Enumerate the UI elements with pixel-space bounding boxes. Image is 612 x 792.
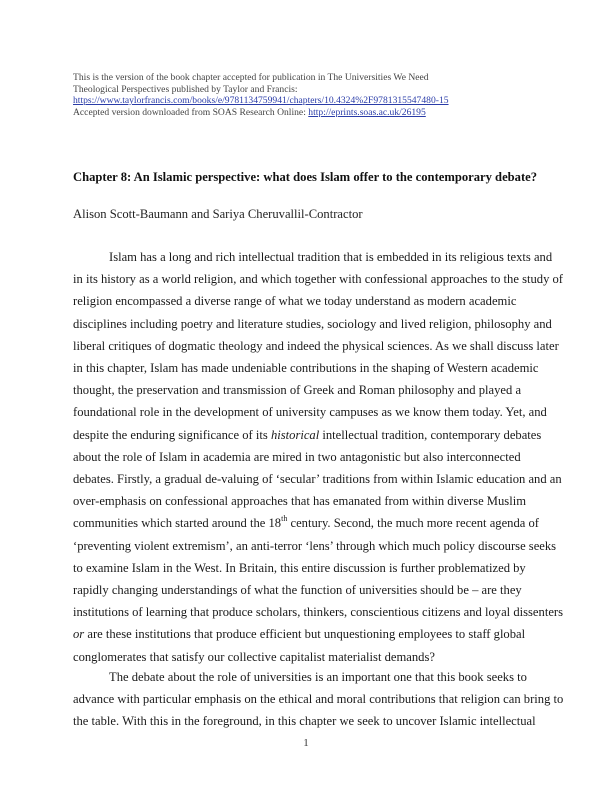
text-line bbox=[73, 424, 542, 446]
text-line: debates. Firstly, a gradual de-valuing of ‘secular’ traditions from within Islamic education and an bbox=[73, 472, 562, 487]
cover-note-text: Accepted version downloaded from SOAS Research Online: bbox=[73, 106, 309, 118]
text-line: in this chapter, Islam has made undeniable contributions in the shaping of Western academic bbox=[73, 361, 539, 376]
eprints-link[interactable]: http://eprints.soas.ac.uk/26195 bbox=[308, 106, 426, 118]
text-line bbox=[73, 512, 539, 534]
page-number: 1 bbox=[303, 737, 309, 749]
text-line: thought, the preservation and transmission of Greek and Roman philosophy and played a bbox=[73, 383, 522, 398]
text-line: The debate about the role of universities is an important one that this book seeks to bbox=[109, 670, 527, 684]
text-line: to examine Islam in the West. In Britain, this entire discussion is further problematized by bbox=[73, 560, 526, 575]
text-span: despite the enduring significance of its bbox=[73, 427, 271, 442]
text-line: over-emphasis on confessional approaches that has emanated from within diverse Muslim bbox=[73, 494, 526, 509]
paragraph bbox=[73, 246, 564, 668]
text-line: disciplines including poetry and literature studies, sociology and lived religion, philosophy and bbox=[73, 316, 552, 331]
authors: Alison Scott-Baumann and Sariya Cheruvallil-Contractor bbox=[73, 207, 363, 221]
text-line: religion encompassed a diverse range of what we today understand as modern academic bbox=[73, 294, 517, 309]
text-line: ‘preventing violent extremism’, an anti-terror ‘lens’ through which much policy discourse seeks bbox=[73, 538, 557, 553]
text-line: conglomerates that satisfy our collective capitalist materialist demands? bbox=[73, 649, 435, 664]
text-line: foundational role in the development of university campuses as we know them today. Yet, and bbox=[73, 405, 547, 420]
text-span: communities which started around the 18 bbox=[73, 516, 282, 531]
text-line: the table. With this in the foreground, in this chapter we seek to uncover Islamic intellectual bbox=[73, 714, 536, 729]
text-line: in its history as a world religion, and which together with confessional approaches to the study of bbox=[73, 272, 564, 287]
text-line: Islam has a long and rich intellectual tradition that is embedded in its religious texts and bbox=[109, 250, 553, 264]
text-line bbox=[73, 623, 539, 645]
cover-note-line: Theological Perspectives published by Taylor and Francis: bbox=[73, 83, 298, 95]
chapter-title: Chapter 8: An Islamic perspective: what does Islam offer to the contemporary debate? bbox=[73, 170, 538, 184]
publisher-link[interactable]: https://www.taylorfrancis.com/books/e/9781134759941/chapters/10.4324%2F9781315547480-15 bbox=[73, 95, 449, 107]
emphasis-text: or bbox=[73, 627, 85, 642]
emphasis-text: historical bbox=[270, 427, 320, 442]
paragraph bbox=[73, 666, 564, 733]
text-span: are these institutions that produce efficient but unquestioning employees to staff global bbox=[84, 627, 526, 642]
superscript: th bbox=[281, 514, 288, 524]
cover-note bbox=[73, 72, 543, 118]
text-span: century. Second, the much more recent agenda of bbox=[287, 516, 539, 531]
text-line: advance with particular emphasis on the ethical and moral contributions that religion can bring to bbox=[73, 692, 564, 707]
text-line: liberal critiques of dogmatic theology and indeed the physical sciences. As we shall discuss later bbox=[73, 338, 559, 353]
text-span: intellectual tradition, contemporary debates bbox=[319, 427, 542, 442]
text-line: rapidly changing understandings of what the function of universities should be – are they bbox=[73, 583, 522, 598]
text-line: about the role of Islam in academia are mired in two antagonistic but also interconnected bbox=[73, 449, 521, 464]
cover-note-line: This is the version of the book chapter accepted for publication in The Universities We Need bbox=[73, 72, 429, 83]
text-line: institutions of learning that produce scholars, thinkers, conscientious citizens and loyal dissenters bbox=[73, 605, 564, 620]
